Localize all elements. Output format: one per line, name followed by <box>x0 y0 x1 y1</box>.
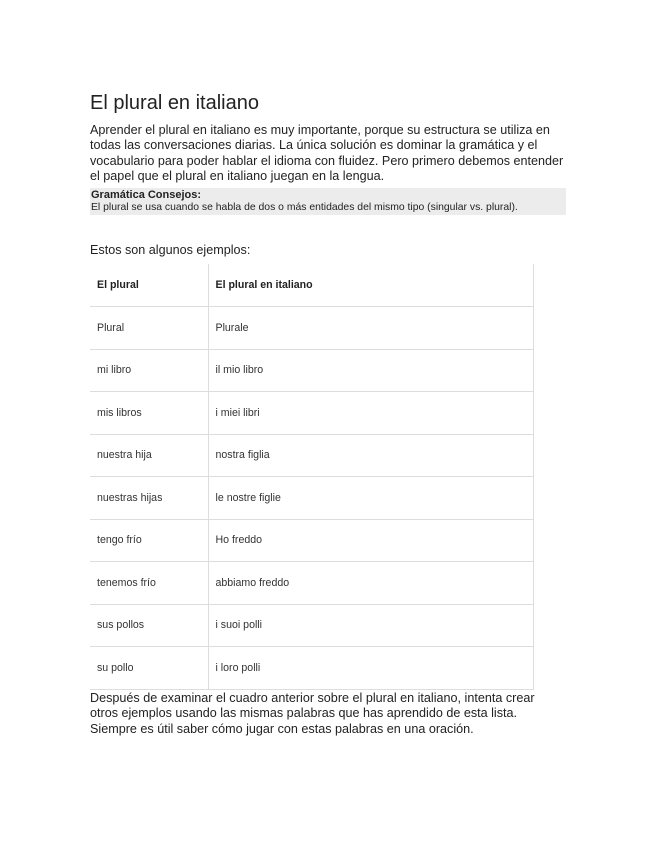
table-header-row <box>90 264 533 307</box>
grammar-tip-box <box>90 188 566 215</box>
table-cell-spanish: su pollo <box>90 647 208 690</box>
table-row <box>90 434 533 477</box>
grammar-tip-text: El plural se usa cuando se habla de dos o más entidades del mismo tipo (singular vs. plural). <box>91 202 518 213</box>
table-row <box>90 307 533 350</box>
page-title: El plural en italiano <box>90 92 259 114</box>
table-header-spanish: El plural <box>90 264 208 307</box>
intro-paragraph: Aprender el plural en italiano es muy importante, porque su estructura se utiliza en todas las conversaciones diarias. La única solución es dominar la gramática y el vocabulario para poder hablar el idioma con fluidez. Pero primero debemos entender el papel que el plural en italiano juegan en la lengua. <box>90 123 564 184</box>
table-cell-spanish: mi libro <box>90 349 208 392</box>
outro-paragraph: Después de examinar el cuadro anterior sobre el plural en italiano, intenta crear otros ejemplos usando las mismas palabras que has aprendido de esta lista. Siempre es útil saber cómo jugar con estas palabras en una oración. <box>90 691 535 736</box>
examples-label: Estos son algunos ejemplos: <box>90 243 251 257</box>
table-cell-italian: le nostre figlie <box>208 477 533 520</box>
table-row <box>90 477 533 520</box>
plural-table <box>90 264 533 690</box>
table-row <box>90 604 533 647</box>
table-cell-italian: Ho freddo <box>208 519 533 562</box>
table-row <box>90 349 533 392</box>
table-row <box>90 392 533 435</box>
table-cell-spanish: sus pollos <box>90 604 208 647</box>
table-cell-spanish: mis libros <box>90 392 208 435</box>
table-cell-spanish: nuestra hija <box>90 434 208 477</box>
table-cell-spanish: tengo frío <box>90 519 208 562</box>
table-row <box>90 519 533 562</box>
table-cell-italian: i suoi polli <box>208 604 533 647</box>
table-cell-spanish: tenemos frío <box>90 562 208 605</box>
table-header-italian: El plural en italiano <box>208 264 533 307</box>
table-cell-italian: nostra figlia <box>208 434 533 477</box>
table-cell-italian: abbiamo freddo <box>208 562 533 605</box>
table-cell-italian: i loro polli <box>208 647 533 690</box>
table-row <box>90 647 533 690</box>
table-row <box>90 562 533 605</box>
table-cell-italian: il mio libro <box>208 349 533 392</box>
table-cell-italian: i miei libri <box>208 392 533 435</box>
table-cell-spanish: nuestras hijas <box>90 477 208 520</box>
table-cell-spanish: Plural <box>90 307 208 350</box>
grammar-tip-heading: Gramática Consejos: <box>91 189 202 201</box>
table-cell-italian: Plurale <box>208 307 533 350</box>
